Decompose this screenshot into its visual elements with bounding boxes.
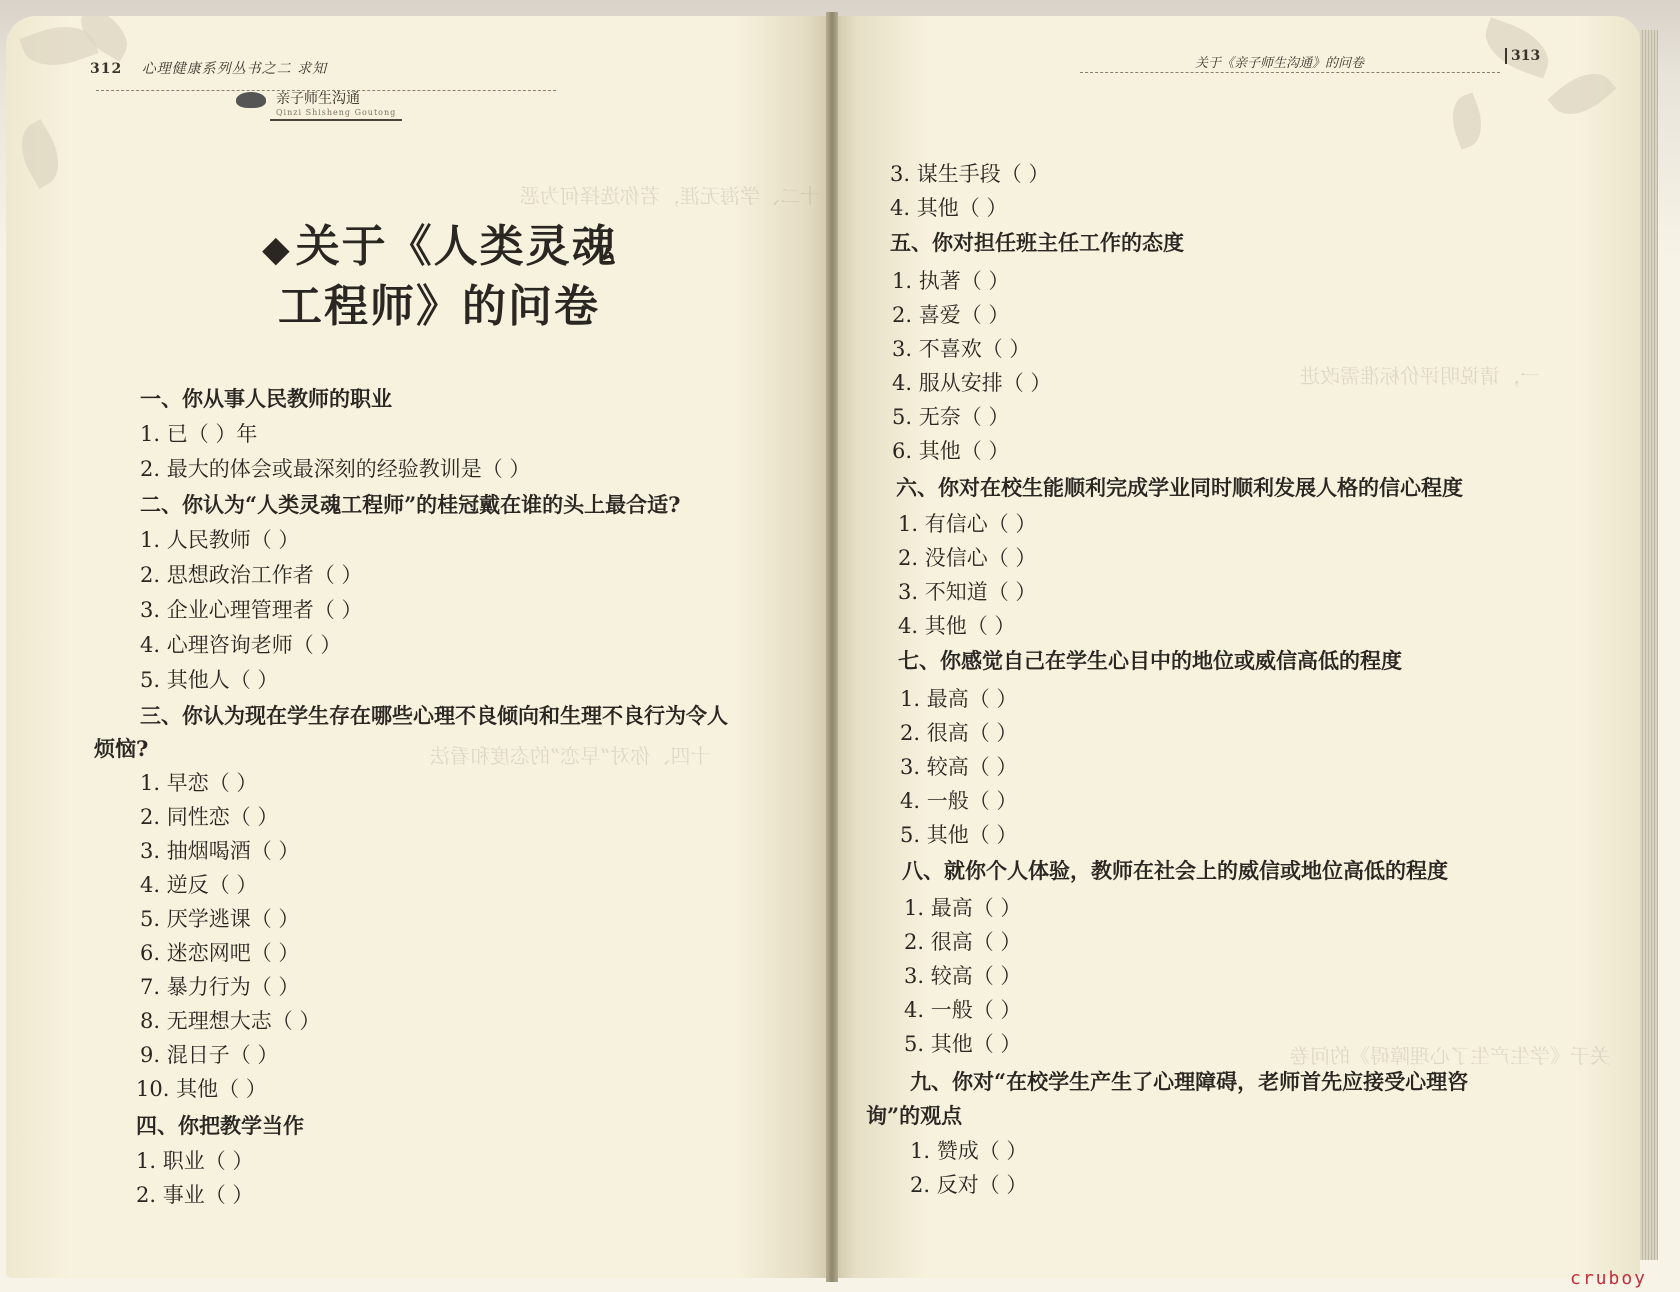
book-spine — [826, 12, 838, 1282]
leaf-decoration-icon — [9, 119, 70, 189]
book-subtitle-box — [270, 86, 402, 121]
answer-option: 2. 事业（ ） — [136, 1183, 254, 1207]
question-heading: 二、你认为“人类灵魂工程师”的桂冠戴在谁的头上最合适? — [140, 492, 681, 517]
answer-option: 2. 反对（ ） — [910, 1173, 1028, 1197]
answer-option: 3. 不喜欢（ ） — [892, 337, 1031, 361]
answer-option: 4. 一般（ ） — [904, 998, 1022, 1022]
show-through-text: 一，请说明评价标准需改进 — [1300, 364, 1540, 388]
answer-option: 4. 心理咨询老师（ ） — [140, 633, 342, 657]
leaf-decoration-icon — [1444, 92, 1489, 149]
question-heading: 四、你把教学当作 — [136, 1113, 304, 1138]
question-heading: 九、你对“在校学生产生了心理障碍，老师首先应接受心理咨 — [910, 1069, 1469, 1094]
show-through-text: 十二、学海无涯，若你选择何为恶 — [520, 184, 820, 208]
title-line-1: 关于《人类灵魂 — [295, 221, 618, 272]
answer-option: 1. 早恋（ ） — [140, 771, 258, 795]
answer-option: 8. 无理想大志（ ） — [140, 1009, 321, 1033]
book-subtitle: 亲子师生沟通 — [276, 91, 360, 107]
left-running-header — [90, 58, 327, 78]
answer-option: 4. 逆反（ ） — [140, 873, 258, 897]
question-heading: 八、就你个人体验，教师在社会上的威信或地位高低的程度 — [902, 858, 1448, 883]
answer-option: 2. 很高（ ） — [900, 721, 1018, 745]
show-through-text: 关于《学生产生了心理障碍》的问卷 — [1290, 1044, 1610, 1068]
answer-option: 1. 人民教师（ ） — [140, 528, 300, 552]
question-heading: 五、你对担任班主任工作的态度 — [890, 230, 1184, 255]
answer-option: 1. 已（ ）年 — [140, 422, 258, 446]
answer-option: 1. 执著（ ） — [892, 269, 1010, 293]
right-running-header: 关于《亲子师生沟通》的问卷 — [1195, 56, 1365, 71]
title-line-2: 工程师》的问卷 — [278, 281, 600, 332]
answer-option: 3. 谋生手段（ ） — [890, 162, 1050, 186]
answer-option: 1. 最高（ ） — [904, 896, 1022, 920]
answer-option: 4. 其他（ ） — [890, 196, 1008, 220]
answer-option: 5. 其他人（ ） — [140, 668, 279, 692]
question-heading-continued: 烦恼? — [94, 736, 149, 761]
answer-option: 3. 抽烟喝酒（ ） — [140, 839, 300, 863]
answer-option: 3. 较高（ ） — [900, 755, 1018, 779]
answer-option: 1. 赞成（ ） — [910, 1139, 1028, 1163]
answer-option: 3. 企业心理管理者（ ） — [140, 598, 363, 622]
answer-option: 1. 最高（ ） — [900, 687, 1018, 711]
answer-option: 10. 其他（ ） — [136, 1077, 267, 1101]
answer-option: 1. 有信心（ ） — [898, 512, 1037, 536]
book-subtitle-pinyin: Qinzi Shisheng Goutong — [276, 108, 397, 117]
answer-option: 2. 最大的体会或最深刻的经验教训是（ ） — [140, 457, 531, 481]
answer-option: 9. 混日子（ ） — [140, 1043, 279, 1067]
series-title: 心理健康系列丛书之二 求知 — [141, 61, 328, 77]
question-heading: 一、你从事人民教师的职业 — [140, 386, 392, 411]
answer-option: 3. 较高（ ） — [904, 964, 1022, 988]
page-number-right: 313 — [1505, 48, 1540, 64]
answer-option: 6. 迷恋网吧（ ） — [140, 941, 300, 965]
questionnaire-title — [262, 218, 618, 336]
answer-option: 2. 同性恋（ ） — [140, 805, 279, 829]
question-heading: 三、你认为现在学生存在哪些心理不良倾向和生理不良行为令人 — [140, 703, 728, 728]
diamond-bullet-icon: ◆ — [262, 228, 292, 270]
answer-option: 3. 不知道（ ） — [898, 580, 1037, 604]
answer-option: 4. 其他（ ） — [898, 614, 1016, 638]
answer-option: 5. 厌学逃课（ ） — [140, 907, 300, 931]
answer-option: 2. 很高（ ） — [904, 930, 1022, 954]
answer-option: 6. 其他（ ） — [892, 439, 1010, 463]
leaf-decoration-icon — [1547, 61, 1616, 127]
question-heading-continued: 询”的观点 — [866, 1103, 963, 1128]
answer-option: 5. 无奈（ ） — [892, 405, 1010, 429]
page-number-left: 312 — [90, 61, 123, 77]
show-through-text: 十四、你对“早恋”的态度和看法 — [430, 744, 711, 768]
page-edges — [1640, 30, 1658, 1260]
header-rule-right — [1080, 72, 1500, 73]
answer-option: 4. 一般（ ） — [900, 789, 1018, 813]
answer-option: 4. 服从安排（ ） — [892, 371, 1052, 395]
answer-option: 1. 职业（ ） — [136, 1149, 254, 1173]
watermark: cruboy — [1570, 1268, 1648, 1289]
book-icon — [236, 92, 266, 108]
question-heading: 七、你感觉自己在学生心目中的地位或威信高低的程度 — [898, 648, 1402, 673]
answer-option: 2. 思想政治工作者（ ） — [140, 563, 363, 587]
answer-option: 2. 喜爱（ ） — [892, 303, 1010, 327]
answer-option: 5. 其他（ ） — [900, 823, 1018, 847]
question-heading: 六、你对在校生能顺利完成学业同时顺利发展人格的信心程度 — [896, 475, 1463, 500]
answer-option: 7. 暴力行为（ ） — [140, 975, 300, 999]
answer-option: 2. 没信心（ ） — [898, 546, 1037, 570]
answer-option: 5. 其他（ ） — [904, 1032, 1022, 1056]
